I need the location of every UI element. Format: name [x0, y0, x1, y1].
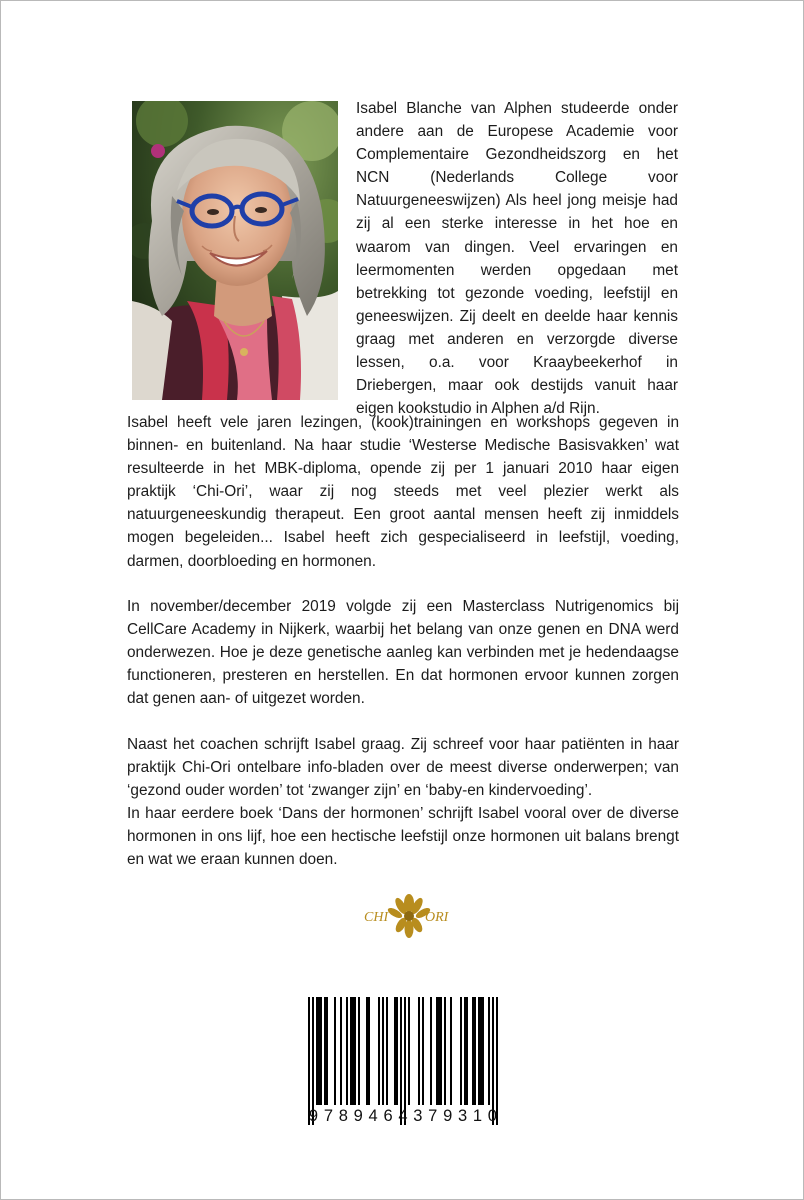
barcode-bar [438, 997, 440, 1105]
barcode-bar [386, 997, 388, 1105]
barcode-bar [464, 997, 466, 1105]
barcode-bar [318, 997, 320, 1105]
isbn-digit: 6 [383, 1107, 393, 1125]
chi-ori-logo [363, 891, 455, 943]
barcode-bar [316, 997, 318, 1105]
barcode-bar [474, 997, 476, 1105]
barcode-bar [480, 997, 482, 1105]
isbn-digit: 4 [368, 1107, 378, 1125]
barcode-bar [396, 997, 398, 1105]
isbn-digit: 4 [398, 1107, 408, 1125]
barcode-bar [400, 997, 402, 1125]
barcode-bar [430, 997, 432, 1105]
barcode-bar [378, 997, 380, 1105]
barcode-bar [340, 997, 342, 1105]
barcode-bar [422, 997, 424, 1105]
logo-chi-text: CHI [364, 910, 389, 925]
previous-book-paragraph: In haar eerdere boek ‘Dans der hormonen’ schrijft Isabel vooral over de diverse hormonen in ons lijf, hoe een hectische leefstijl onze hormonen uit balans brengt en wat we eraan kunnen doen. [127, 805, 679, 869]
barcode-bar [320, 997, 322, 1105]
barcode-bar [440, 997, 442, 1105]
barcode-bar [358, 997, 360, 1105]
barcode-bar [460, 997, 462, 1105]
barcode-bar [444, 997, 446, 1105]
isbn-digit: 3 [457, 1107, 468, 1125]
isbn-digit: 7 [323, 1107, 333, 1125]
barcode-bar [324, 997, 326, 1105]
barcode-bar [478, 997, 480, 1105]
barcode-bar [382, 997, 384, 1105]
writing-paragraph: Naast het coachen schrijft Isabel graag. Zij schreef voor haar patiënten in haar praktijk Chi-Ori ontelbare info-bladen over de meest diverse onderwerpen; van ‘gezond ouder worden’ tot ‘zwanger zijn’ en ‘baby-en kindervoeding’. [127, 736, 679, 800]
barcode-bar [308, 997, 310, 1125]
isbn-digit: 0 [487, 1107, 497, 1125]
barcode-bar [450, 997, 452, 1105]
author-photo [132, 101, 338, 400]
barcode-bar [472, 997, 474, 1105]
logo-ori-text: ORI [425, 910, 449, 925]
isbn-digit: 9 [308, 1107, 319, 1125]
barcode-bar [352, 997, 354, 1105]
masterclass-paragraph: In november/december 2019 volgde zij een Masterclass Nutrigenomics bij CellCare Academy in Nijkerk, waarbij het belang van onze genen en DNA werd onderwezen. Hoe je deze genetische aanleg kan verbinden met je hedendaagse functioneren, presteren en herstellen. En dat hormonen ervoor kunnen zorgen dat genen aan- of uitgezet worden. [127, 598, 679, 708]
barcode-bar [354, 997, 356, 1105]
barcode-bar [326, 997, 328, 1105]
barcode-bar [466, 997, 468, 1105]
barcode-bar [436, 997, 438, 1105]
barcode-bar [368, 997, 370, 1105]
author-intro-paragraph: Isabel Blanche van Alphen studeerde onder andere aan de Europese Academie voor Complementaire Gezondheidszorg en het NCN (Nederlands College voor Natuurgeneeswijzen) Als heel jong meisje had zij al een sterke interesse in het hoe en waarom van dingen. Veel ervaringen en leermomenten werden opgedaan met betrekking tot gezonde voeding, leefstijl en geneeswijzen. Zij deelt en deelde haar kennis graag met anderen en verzorgde diverse lessen, o.a. voor Kraaybeekerhof in Driebergen, maar ook destijds vanuit haar eigen kookstudio in Alphen a/d Rijn. [356, 100, 678, 418]
barcode-bar [496, 997, 498, 1125]
barcode-bar [404, 997, 406, 1125]
isbn-digit: 9 [443, 1107, 453, 1125]
career-paragraph: Isabel heeft vele jaren lezingen, (kook)trainingen en workshops gegeven in binnen- en buitenland. Na haar studie ‘Westerse Medische Basisvakken’ wat resulteerde in het MBK-diploma, opende zij per 1 januari 2010 haar eigen praktijk ‘Chi-Ori’, waar zij nog steeds met veel plezier werkt als natuurgeneeskundig therapeut. Een groot aantal mensen heeft zij inmiddels mogen begeleiden... Isabel heeft zich gespecialiseerd in leefstijl, voeding, darmen, doorbloeding en hormonen. [127, 414, 679, 570]
isbn-digit: 3 [413, 1107, 423, 1125]
barcode-bar [492, 997, 494, 1125]
isbn-digit: 8 [338, 1107, 348, 1125]
barcode-bar [418, 997, 420, 1105]
isbn-number [307, 1107, 499, 1125]
barcode-bar [394, 997, 396, 1105]
barcode-bar [346, 997, 348, 1105]
barcode-bar [482, 997, 484, 1105]
isbn-digit: 9 [353, 1107, 363, 1125]
barcode-bar [350, 997, 352, 1105]
isbn-digit: 7 [428, 1107, 438, 1125]
barcode-bar [334, 997, 336, 1105]
barcode-bar [408, 997, 410, 1105]
barcode-bar [488, 997, 490, 1105]
author-portrait-image [132, 101, 338, 400]
isbn-digit: 1 [472, 1107, 483, 1125]
barcode-bar [312, 997, 314, 1125]
barcode-bar [366, 997, 368, 1105]
